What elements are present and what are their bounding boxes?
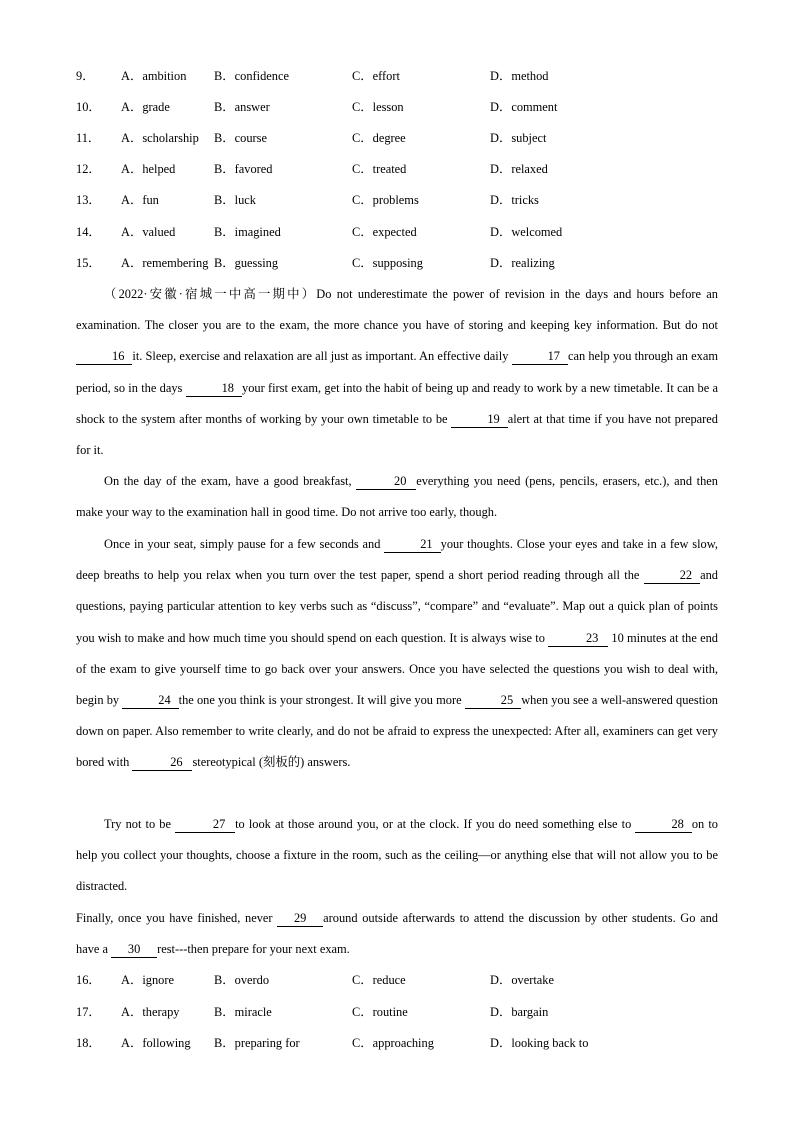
passage-text: alert at that time if you have not prepared for it. bbox=[76, 411, 718, 458]
option-b: B．overdo bbox=[214, 973, 270, 987]
option-b: B．answer bbox=[214, 100, 270, 114]
passage-paragraph-5 bbox=[76, 903, 718, 965]
passage-text: around outside afterwards to attend the discussion by other students. Go and have a bbox=[76, 911, 718, 957]
passage-text: Do not underestimate the power of revision in the days and hours before an examination. The closer you are to the exam, the more chance you have of storing and keeping key information. But do not bbox=[76, 287, 718, 333]
question-10-options bbox=[76, 97, 726, 117]
option-d: D．welcomed bbox=[490, 225, 563, 239]
option-c: C．problems bbox=[352, 193, 419, 207]
blank-20: 20 bbox=[356, 473, 416, 490]
question-number: 13． bbox=[76, 193, 101, 207]
option-a: A．scholarship bbox=[121, 131, 199, 145]
blank-21: 21 bbox=[384, 536, 440, 553]
blank-26: 26 bbox=[132, 754, 192, 771]
passage-text: the one you think is your strongest. It will give you more bbox=[178, 693, 465, 708]
option-b: B．course bbox=[214, 131, 267, 145]
passage-text: On the day of the exam, have a good breakfast, bbox=[104, 474, 357, 488]
option-d: D．comment bbox=[490, 100, 558, 114]
question-number: 10． bbox=[76, 100, 101, 114]
option-a: A．ignore bbox=[121, 973, 174, 987]
option-c: C．lesson bbox=[352, 100, 404, 114]
question-14-options bbox=[76, 222, 726, 242]
blank-30: 30 bbox=[111, 941, 157, 958]
passage-paragraph-2 bbox=[76, 466, 718, 528]
question-16-options bbox=[76, 970, 726, 990]
option-a: A．helped bbox=[121, 162, 176, 176]
blank-17: 17 bbox=[512, 348, 568, 365]
passage-text: your thoughts. Close your eyes and take in a few slow, deep breaths to help you relax when you turn over the test paper, spend a short period reading through all the bbox=[76, 537, 718, 583]
passage-text: stereotypical (刻板的) answers. bbox=[192, 755, 351, 770]
passage-paragraph-3 bbox=[76, 529, 718, 779]
passage-text: to look at those around you, or at the clock. If you do need something else to bbox=[235, 817, 636, 831]
passage-text: and questions, paying particular attention to key verbs such as “discuss”, “compare” and “evaluate”. Map out a quick plan of points you wish to make and how much time you should spend on each question. It is always wise to bbox=[76, 568, 718, 645]
option-a: A．therapy bbox=[121, 1005, 180, 1019]
blank-18: 18 bbox=[186, 380, 242, 397]
blank-19: 19 bbox=[451, 411, 507, 428]
blank-23: 23 bbox=[548, 630, 608, 647]
blank-28: 28 bbox=[635, 816, 691, 833]
passage-text: can help you through an exam period, so in the days bbox=[76, 349, 718, 395]
option-c: C．treated bbox=[352, 162, 407, 176]
question-number: 15． bbox=[76, 256, 101, 270]
option-c: C．supposing bbox=[352, 256, 423, 270]
option-b: B．confidence bbox=[214, 69, 290, 83]
passage-text: Try not to be bbox=[104, 817, 176, 831]
option-a: A．grade bbox=[121, 100, 170, 114]
passage-text: everything you need (pens, pencils, erasers, etc.), and then make your way to the examination hall in good time. Do not arrive too early, though. bbox=[76, 474, 718, 520]
passage-text: on to help you collect your thoughts, choose a fixture in the room, such as the ceiling—or anything else that will not allow you to be distracted. bbox=[76, 817, 718, 894]
question-11-options bbox=[76, 128, 726, 148]
option-c: C．expected bbox=[352, 225, 417, 239]
option-b: B．miracle bbox=[214, 1005, 272, 1019]
option-d: D．realizing bbox=[490, 256, 555, 270]
blank-16: 16 bbox=[76, 348, 132, 365]
option-b: B．imagined bbox=[214, 225, 281, 239]
blank-24: 24 bbox=[122, 692, 178, 709]
passage-text: your first exam, get into the habit of being up and ready to work by a new timetable. It can be a shock to the system after months of working by your own timetable to be bbox=[76, 380, 719, 426]
option-d: D．relaxed bbox=[490, 162, 548, 176]
option-a: A．ambition bbox=[121, 69, 187, 83]
option-a: A．remembering bbox=[121, 256, 209, 270]
option-c: C．reduce bbox=[352, 973, 406, 987]
option-d: D．bargain bbox=[490, 1005, 549, 1019]
option-c: C．approaching bbox=[352, 1036, 434, 1050]
passage-source: （2022·安徽·宿城一中高一期中） bbox=[104, 287, 317, 301]
option-d: D．overtake bbox=[490, 973, 554, 987]
question-17-options bbox=[76, 1002, 726, 1022]
question-number: 12． bbox=[76, 162, 101, 176]
option-b: B．luck bbox=[214, 193, 256, 207]
option-a: A．valued bbox=[121, 225, 176, 239]
option-d: D．looking back to bbox=[490, 1036, 589, 1050]
passage-paragraph-4 bbox=[76, 809, 718, 903]
option-b: B．guessing bbox=[214, 256, 279, 270]
option-a: A．following bbox=[121, 1036, 191, 1050]
option-d: D．tricks bbox=[490, 193, 539, 207]
question-18-options bbox=[76, 1033, 726, 1053]
option-a: A．fun bbox=[121, 193, 159, 207]
passage-text: it. Sleep, exercise and relaxation are all just as important. An effective daily bbox=[132, 349, 512, 364]
question-number: 14． bbox=[76, 225, 101, 239]
option-c: C．effort bbox=[352, 69, 400, 83]
passage-text: 10 minutes at the end of the exam to give yourself time to go back over your answers. Once you have selected the questions you wish to deal with, begin by bbox=[76, 630, 718, 708]
option-d: D．subject bbox=[490, 131, 547, 145]
blank-25: 25 bbox=[465, 692, 521, 709]
question-15-options bbox=[76, 253, 726, 273]
option-d: D．method bbox=[490, 69, 549, 83]
option-c: C．degree bbox=[352, 131, 406, 145]
passage-text: Once in your seat, simply pause for a few seconds and bbox=[104, 537, 385, 551]
question-9-options bbox=[76, 66, 726, 86]
blank-27: 27 bbox=[175, 816, 235, 833]
option-b: B．favored bbox=[214, 162, 273, 176]
question-number: 18． bbox=[76, 1036, 101, 1050]
passage-text: when you see a well-answered question down on paper. Also remember to write clearly, and do not be afraid to express the unexpected: After all, examiners can get very bored with bbox=[76, 693, 719, 770]
passage-text: Finally, once you have finished, never bbox=[76, 911, 278, 925]
passage-text: rest---then prepare for your next exam. bbox=[157, 942, 350, 957]
passage-paragraph-1 bbox=[76, 279, 718, 466]
blank-22: 22 bbox=[644, 567, 700, 584]
question-12-options bbox=[76, 159, 726, 179]
question-number: 11． bbox=[76, 131, 101, 145]
question-number: 17． bbox=[76, 1005, 101, 1019]
question-number: 16． bbox=[76, 973, 101, 987]
option-c: C．routine bbox=[352, 1005, 408, 1019]
option-b: B．preparing for bbox=[214, 1036, 300, 1050]
question-13-options bbox=[76, 190, 726, 210]
question-number: 9． bbox=[76, 69, 95, 83]
blank-29: 29 bbox=[277, 910, 323, 927]
